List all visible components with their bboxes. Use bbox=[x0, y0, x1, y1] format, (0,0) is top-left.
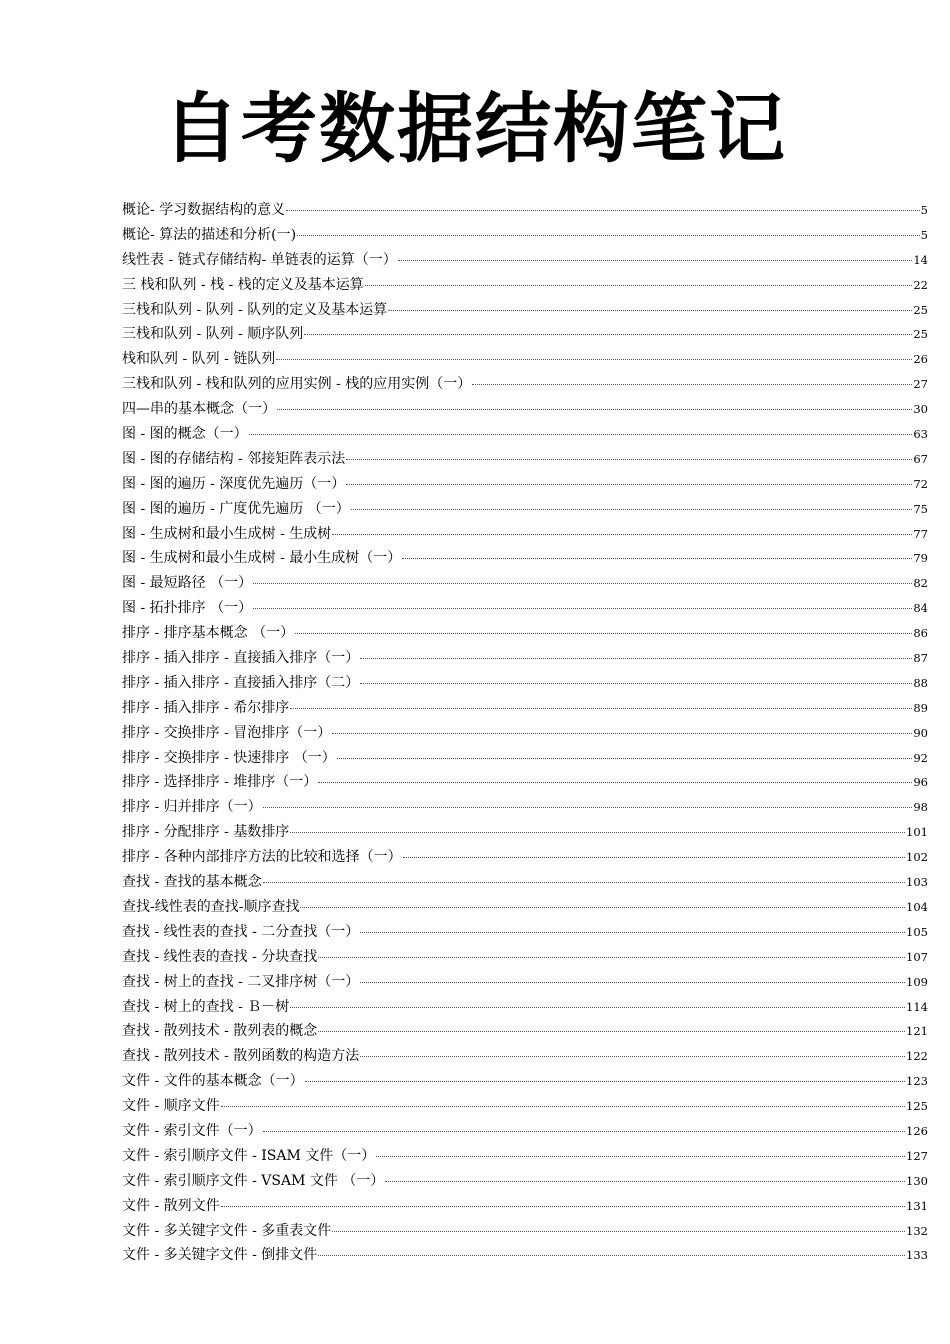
toc-entry-title: 三栈和队列 - 栈和队列的应用实例 - 栈的应用实例（一） bbox=[122, 376, 472, 393]
toc-entry-title: 查找 - 散列技术 - 散列函数的构造方法 bbox=[122, 1048, 360, 1065]
toc-page-number: 130 bbox=[906, 1173, 928, 1188]
toc-page-number: 5 bbox=[920, 203, 928, 217]
toc-entry-title: 文件 - 多关键字文件 - 多重表文件 bbox=[122, 1222, 332, 1239]
table-of-contents bbox=[122, 199, 928, 1269]
toc-entry-title: 排序 - 交换排序 - 冒泡排序（一） bbox=[122, 724, 332, 741]
toc-page-number: 5 bbox=[920, 227, 928, 242]
toc-dot-leader bbox=[385, 1181, 905, 1182]
toc-dot-leader bbox=[290, 708, 912, 709]
toc-entry[interactable] bbox=[122, 448, 928, 473]
toc-entry[interactable] bbox=[122, 971, 928, 996]
toc-entry-title: 图 - 图的概念（一） bbox=[122, 426, 248, 443]
toc-page-number: 67 bbox=[913, 451, 928, 466]
toc-dot-leader bbox=[277, 409, 912, 410]
toc-dot-leader bbox=[286, 210, 919, 211]
toc-entry[interactable] bbox=[122, 1045, 928, 1070]
toc-entry[interactable] bbox=[122, 896, 928, 921]
toc-entry-title: 图 - 图的遍历 - 深度优先遍历（一） bbox=[122, 475, 346, 492]
toc-entry-title: 文件 - 索引顺序文件 - ISAM 文件（一） bbox=[122, 1147, 376, 1164]
toc-entry[interactable] bbox=[122, 846, 928, 871]
toc-dot-leader bbox=[276, 359, 912, 360]
toc-entry-title: 四—串的基本概念（一） bbox=[122, 401, 276, 418]
toc-page-number: 25 bbox=[913, 327, 928, 342]
toc-dot-leader bbox=[295, 633, 912, 634]
toc-dot-leader bbox=[263, 882, 905, 883]
toc-page-number: 86 bbox=[913, 626, 928, 641]
toc-entry-title: 文件 - 文件的基本概念（一） bbox=[122, 1073, 304, 1090]
toc-entry-title: 图 - 图的存储结构 - 邻接矩阵表示法 bbox=[122, 450, 346, 467]
toc-dot-leader bbox=[221, 1206, 905, 1207]
toc-entry-title: 排序 - 插入排序 - 希尔排序 bbox=[122, 699, 290, 716]
toc-entry[interactable] bbox=[122, 747, 928, 772]
toc-entry-title: 排序 - 插入排序 - 直接插入排序（一） bbox=[122, 650, 360, 667]
toc-dot-leader bbox=[290, 1007, 905, 1008]
toc-entry-title: 文件 - 散列文件 bbox=[122, 1197, 220, 1214]
toc-dot-leader bbox=[263, 1131, 905, 1132]
toc-dot-leader bbox=[318, 1255, 905, 1256]
toc-page-number: 123 bbox=[906, 1074, 928, 1089]
toc-entry-title: 图 - 生成树和最小生成树 - 最小生成树（一） bbox=[122, 550, 402, 567]
toc-page-number: 107 bbox=[906, 949, 928, 964]
toc-entry[interactable] bbox=[122, 697, 928, 722]
toc-entry-title: 图 - 图的遍历 - 广度优先遍历 （一） bbox=[122, 500, 350, 517]
toc-page-number: 101 bbox=[906, 825, 928, 840]
toc-dot-leader bbox=[263, 807, 913, 808]
toc-entry-title: 查找 - 查找的基本概念 bbox=[122, 874, 262, 891]
toc-entry[interactable] bbox=[122, 672, 928, 697]
toc-page-number: 114 bbox=[906, 999, 928, 1014]
toc-entry[interactable] bbox=[122, 373, 928, 398]
toc-page-number: 92 bbox=[913, 750, 928, 765]
toc-entry-title: 排序 - 选择排序 - 堆排序（一） bbox=[122, 774, 318, 791]
toc-entry-title: 概论- 算法的描述和分析(一) bbox=[122, 226, 297, 243]
toc-dot-leader bbox=[332, 1231, 905, 1232]
toc-entry-title: 栈和队列 - 队列 - 链队列 bbox=[122, 351, 276, 368]
toc-page-number: 109 bbox=[906, 974, 928, 989]
toc-entry[interactable] bbox=[122, 821, 928, 846]
toc-entry[interactable] bbox=[122, 871, 928, 896]
toc-dot-leader bbox=[332, 534, 912, 535]
toc-entry[interactable] bbox=[122, 921, 928, 946]
toc-entry-title: 三栈和队列 - 队列 - 顺序队列 bbox=[122, 326, 304, 343]
toc-page-number: 77 bbox=[913, 526, 928, 541]
toc-dot-leader bbox=[351, 509, 913, 510]
toc-entry[interactable] bbox=[122, 299, 928, 324]
toc-entry-title: 查找 - 散列技术 - 散列表的概念 bbox=[122, 1023, 318, 1040]
toc-dot-leader bbox=[337, 758, 913, 759]
toc-page-number: 87 bbox=[913, 651, 928, 666]
toc-entry[interactable] bbox=[122, 1145, 928, 1170]
toc-page-number: 104 bbox=[906, 899, 928, 914]
toc-entry-title: 排序 - 分配排序 - 基数排序 bbox=[122, 824, 290, 841]
toc-page-number: 27 bbox=[913, 377, 928, 392]
document-title: 自考数据结构笔记 bbox=[163, 83, 787, 173]
toc-dot-leader bbox=[332, 733, 912, 734]
toc-entry-title: 查找 - 树上的查找 - 二叉排序树（一） bbox=[122, 973, 360, 990]
toc-dot-leader bbox=[249, 434, 913, 435]
toc-page-number: 72 bbox=[913, 476, 928, 491]
toc-page-number: 132 bbox=[906, 1223, 928, 1238]
toc-entry[interactable] bbox=[122, 398, 928, 423]
toc-page-number: 96 bbox=[913, 775, 928, 790]
toc-entry-title: 文件 - 索引顺序文件 - VSAM 文件 （一） bbox=[122, 1172, 385, 1189]
toc-page-number: 102 bbox=[906, 850, 928, 865]
toc-dot-leader bbox=[221, 1106, 905, 1107]
toc-entry-title: 概论- 学习数据结构的意义 bbox=[122, 202, 286, 218]
toc-dot-leader bbox=[346, 459, 912, 460]
toc-page-number: 98 bbox=[913, 800, 928, 815]
toc-page-number: 82 bbox=[913, 576, 928, 591]
toc-dot-leader bbox=[305, 1081, 905, 1082]
toc-entry[interactable] bbox=[122, 597, 928, 622]
toc-dot-leader bbox=[290, 832, 905, 833]
toc-page-number: 25 bbox=[913, 302, 928, 317]
toc-entry[interactable] bbox=[122, 348, 928, 373]
toc-entry[interactable] bbox=[122, 946, 928, 971]
toc-page-number: 89 bbox=[913, 700, 928, 715]
toc-dot-leader bbox=[360, 982, 905, 983]
toc-entry-title: 三 栈和队列 - 栈 - 栈的定义及基本运算 bbox=[122, 276, 364, 293]
toc-entry[interactable] bbox=[122, 771, 928, 796]
toc-entry[interactable] bbox=[122, 473, 928, 498]
toc-entry-title: 排序 - 各种内部排序方法的比较和选择（一） bbox=[122, 849, 402, 866]
toc-page-number: 122 bbox=[906, 1049, 928, 1064]
toc-entry[interactable] bbox=[122, 274, 928, 299]
toc-entry-title: 文件 - 索引文件（一） bbox=[122, 1122, 262, 1139]
toc-entry-title: 查找 - 线性表的查找 - 分块查找 bbox=[122, 948, 318, 965]
toc-dot-leader bbox=[360, 658, 912, 659]
toc-entry[interactable] bbox=[122, 1095, 928, 1120]
toc-entry-title: 图 - 拓扑排序 （一） bbox=[122, 600, 253, 617]
toc-dot-leader bbox=[360, 1056, 905, 1057]
toc-page-number: 88 bbox=[913, 675, 928, 690]
toc-page-number: 30 bbox=[913, 402, 928, 417]
toc-dot-leader bbox=[365, 285, 913, 286]
toc-dot-leader bbox=[360, 932, 905, 933]
toc-entry[interactable] bbox=[122, 996, 928, 1021]
toc-entry[interactable] bbox=[122, 1020, 928, 1045]
toc-entry-title: 查找 - 线性表的查找 - 二分查找（一） bbox=[122, 923, 360, 940]
toc-entry[interactable] bbox=[122, 622, 928, 647]
toc-page-number: 133 bbox=[906, 1248, 928, 1263]
toc-entry-title: 文件 - 顺序文件 bbox=[122, 1098, 220, 1115]
toc-page-number: 63 bbox=[913, 427, 928, 442]
toc-dot-leader bbox=[318, 1031, 905, 1032]
toc-entry-title: 三栈和队列 - 队列 - 队列的定义及基本运算 bbox=[122, 301, 388, 318]
toc-entry[interactable] bbox=[122, 498, 928, 523]
toc-page-number: 90 bbox=[913, 725, 928, 740]
toc-dot-leader bbox=[253, 608, 912, 609]
toc-dot-leader bbox=[403, 857, 905, 858]
toc-dot-leader bbox=[402, 558, 912, 559]
toc-entry-title: 图 - 生成树和最小生成树 - 生成树 bbox=[122, 525, 332, 542]
toc-entry-title: 排序 - 排序基本概念 （一） bbox=[122, 625, 295, 642]
toc-entry[interactable] bbox=[122, 323, 928, 348]
toc-page-number: 79 bbox=[913, 551, 928, 566]
toc-dot-leader bbox=[297, 235, 920, 236]
toc-page-number: 22 bbox=[913, 277, 928, 292]
toc-entry[interactable] bbox=[122, 249, 928, 274]
toc-dot-leader bbox=[388, 310, 912, 311]
toc-entry[interactable] bbox=[122, 547, 928, 572]
toc-entry[interactable] bbox=[122, 1244, 928, 1269]
toc-entry[interactable] bbox=[122, 523, 928, 548]
toc-page-number: 121 bbox=[906, 1024, 928, 1039]
toc-entry[interactable] bbox=[122, 1170, 928, 1195]
toc-entry[interactable] bbox=[122, 199, 928, 224]
toc-page-number: 105 bbox=[906, 924, 928, 939]
toc-dot-leader bbox=[376, 1156, 905, 1157]
toc-entry[interactable] bbox=[122, 647, 928, 672]
toc-dot-leader bbox=[300, 907, 905, 908]
toc-entry[interactable] bbox=[122, 224, 928, 249]
toc-entry[interactable] bbox=[122, 722, 928, 747]
toc-dot-leader bbox=[398, 260, 913, 261]
toc-dot-leader bbox=[360, 683, 912, 684]
toc-dot-leader bbox=[318, 782, 912, 783]
toc-entry[interactable] bbox=[122, 1120, 928, 1145]
toc-page-number: 125 bbox=[906, 1099, 928, 1114]
toc-page-number: 84 bbox=[913, 601, 928, 616]
toc-dot-leader bbox=[346, 484, 912, 485]
toc-page-number: 14 bbox=[913, 252, 928, 267]
toc-entry-title: 查找-线性表的查找-顺序查找 bbox=[122, 898, 300, 915]
toc-dot-leader bbox=[253, 583, 912, 584]
toc-page-number: 103 bbox=[906, 875, 928, 890]
toc-dot-leader bbox=[304, 334, 912, 335]
toc-entry[interactable] bbox=[122, 572, 928, 597]
toc-entry-title: 文件 - 多关键字文件 - 倒排文件 bbox=[122, 1247, 318, 1264]
toc-entry[interactable] bbox=[122, 796, 928, 821]
toc-entry-title: 查找 - 树上的查找 - Ｂ－树 bbox=[122, 998, 290, 1015]
toc-entry[interactable] bbox=[122, 1195, 928, 1220]
toc-page-number: 126 bbox=[906, 1123, 928, 1138]
toc-page-number: 75 bbox=[913, 501, 928, 516]
toc-entry-title: 排序 - 插入排序 - 直接插入排序（二） bbox=[122, 674, 360, 691]
toc-entry-title: 排序 - 交换排序 - 快速排序 （一） bbox=[122, 749, 336, 766]
toc-page-number: 26 bbox=[913, 352, 928, 367]
toc-page-number: 131 bbox=[906, 1198, 928, 1213]
toc-entry-title: 排序 - 归并排序（一） bbox=[122, 799, 262, 816]
toc-dot-leader bbox=[318, 957, 905, 958]
toc-entry-title: 图 - 最短路径 （一） bbox=[122, 575, 253, 592]
toc-entry[interactable] bbox=[122, 1220, 928, 1245]
toc-dot-leader bbox=[472, 384, 912, 385]
toc-entry[interactable] bbox=[122, 423, 928, 448]
toc-entry-title: 线性表 - 链式存储结构- 单链表的运算（一） bbox=[122, 251, 397, 268]
toc-page-number: 127 bbox=[906, 1148, 928, 1163]
toc-entry[interactable] bbox=[122, 1070, 928, 1095]
